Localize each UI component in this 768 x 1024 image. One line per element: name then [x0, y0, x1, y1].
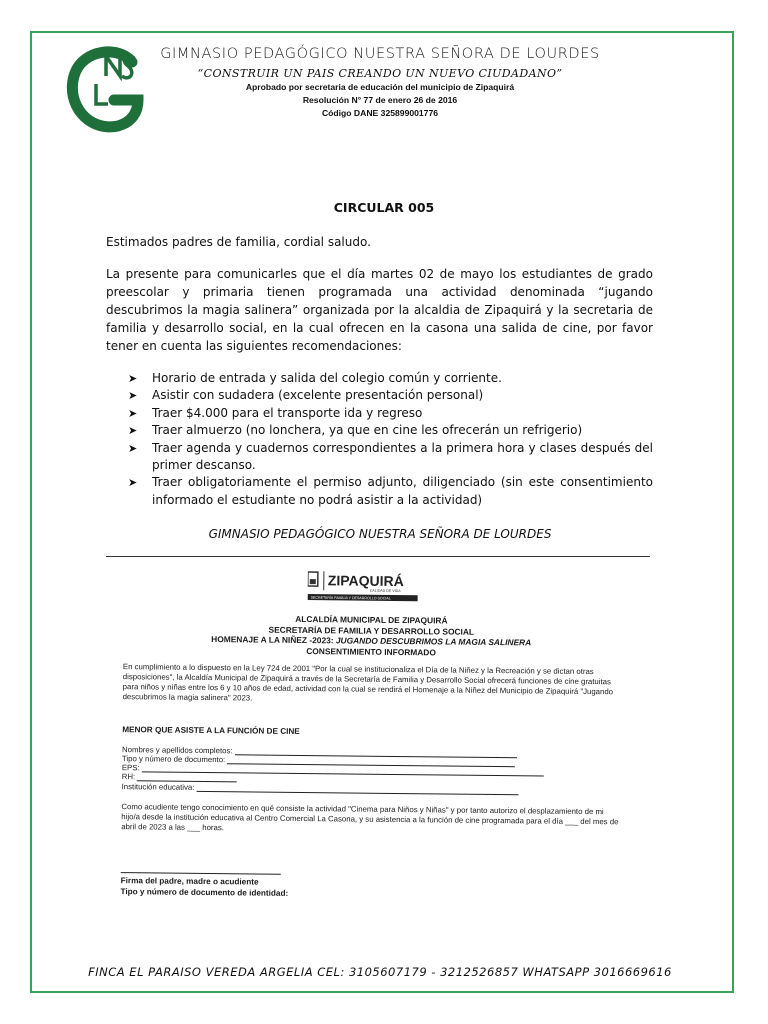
form-section-title: MENOR QUE ASISTE A LA FUNCIÓN DE CINE	[122, 725, 300, 736]
form-heading-1: ALCALDÍA MUNICIPAL DE ZIPAQUIRÁ	[295, 613, 448, 626]
arrow-bullet-icon: ➤	[128, 389, 138, 403]
school-logo	[62, 42, 154, 138]
list-item: ➤ Horario de entrada y salida del colegio común y corriente.	[128, 370, 653, 387]
arrow-bullet-icon: ➤	[128, 406, 138, 420]
arrow-bullet-icon: ➤	[128, 441, 138, 455]
recommendations-list	[128, 370, 653, 509]
list-item: ➤ Traer almuerzo (no lonchera, ya que en cine les ofrecerán un refrigerio)	[128, 422, 653, 439]
school-name: GIMNASIO PEDAGÓGICO NUESTRA SEÑORA DE LOURDES	[160, 46, 600, 62]
footer-contact: FINCA EL PARAISO VEREDA ARGELIA CEL: 3105607179 - 3212526857 WHATSAPP 3016669616	[88, 965, 672, 979]
arrow-bullet-icon: ➤	[128, 372, 138, 385]
list-item: ➤ Traer agenda y cuadernos correspondientes a la primera hora y clases después del primer descanso.	[128, 440, 653, 473]
list-item: ➤ Traer obligatoriamente el permiso adjunto, diligenciado (sin este consentimiento informado el estudiante no podrá asistir a la actividad)	[128, 475, 653, 507]
intro-paragraph: La presente para comunicarles que el día martes 02 de mayo los estudiantes de grado preescolar y primaria tienen programada una actividad denominada “jugando descubrimos la magia salinera” organizada por la alcaldia de Zipaquirá y la secretaria de familia y desarrollo social, en la cual ofrecen en la casona una salida de cine, por favor tener en cuenta las siguientes recomendaciones:	[106, 267, 653, 353]
dane-code: Código DANE 325899001776	[321, 108, 439, 118]
form-heading-4: CONSENTIMIENTO INFORMADO	[306, 645, 436, 657]
arrow-bullet-icon: ➤	[128, 476, 138, 490]
eps-field[interactable]: EPS:	[122, 763, 544, 776]
form-paragraph-2: Como acudiente tengo conocimiento en qué consiste la actividad "Cinema para Niños y Niñas" y por tanto autorizo el desplazamiento de mi hijo/a desde la institución educativa al Centro Comercial La Casona, y su asistencia a la función de cine programada para el día ___ del mes de abril de 2023 a las ___ horas.	[121, 802, 619, 833]
rh-field[interactable]: RH:	[122, 772, 238, 782]
names-field[interactable]: Nombres y apellidos completos:	[122, 745, 517, 758]
circular-signature: GIMNASIO PEDAGÓGICO NUESTRA SEÑORA DE LOURDES	[208, 527, 552, 541]
zipaquira-logo	[308, 570, 432, 603]
resolution-text: Resolución N° 77 de enero 26 de 2016	[302, 95, 458, 105]
document-field[interactable]: Tipo y número de documento:	[122, 754, 515, 767]
list-item: ➤ Asistir con sudadera (excelente presentación personal)	[128, 387, 653, 404]
arrow-bullet-icon: ➤	[128, 424, 138, 438]
signature-label: Firma del padre, madre o acudiente	[120, 876, 259, 887]
approval-text: Aprobado por secretaria de educación del municipio de Zipaquirá	[245, 82, 515, 92]
cut-line-divider	[106, 556, 650, 557]
circular-title: CIRCULAR 005	[333, 200, 435, 215]
school-motto: “CONSTRUIR UN PAIS CREANDO UN NUEVO CIUDADANO”	[197, 67, 563, 80]
greeting: Estimados padres de familia, cordial saludo.	[106, 235, 371, 249]
id-label: Tipo y número de documento de identidad:	[120, 887, 289, 898]
form-paragraph-1: En cumplimiento a lo dispuesto en la Ley 724 de 2001 "Por la cual se institucionaliza el Día de la Niñez y la Recreación y se dictan otras disposiciones", la Alcaldía Municipal de Zipaquirá a través de la Secretaría de Familia y Desarrollo Social ofrecerá funciones de cine gratuitas para niños y niñas entre los 6 y 10 años de edad, actividad con la cual se rendirá el Homenaje a la Niñez del Municipio de Zipaquirá "Jugando descubrimos la magia salinera" 2023.	[122, 662, 614, 703]
institution-field[interactable]: Institución educativa:	[122, 782, 519, 795]
zipaquira-logo-subtitle: CALIDAD DE VIDA	[369, 588, 401, 594]
zipaquira-logo-text: ZIPAQUIRÁ	[327, 572, 404, 590]
form-heading-2: SECRETARÍA DE FAMILIA Y DESARROLLO SOCIAL	[268, 624, 475, 637]
list-item: ➤ Traer $4.000 para el transporte ida y regreso	[128, 405, 653, 422]
signature-line[interactable]	[121, 872, 281, 875]
zipaquira-logo-banner: SECRETARÍA FAMILIA Y DESARROLLO SOCIAL	[310, 595, 391, 601]
consent-form	[108, 562, 632, 907]
form-heading-3: HOMENAJE A LA NIÑEZ -2023: JUGANDO DESCUBRIMOS LA MAGIA SALINERA	[211, 634, 532, 648]
